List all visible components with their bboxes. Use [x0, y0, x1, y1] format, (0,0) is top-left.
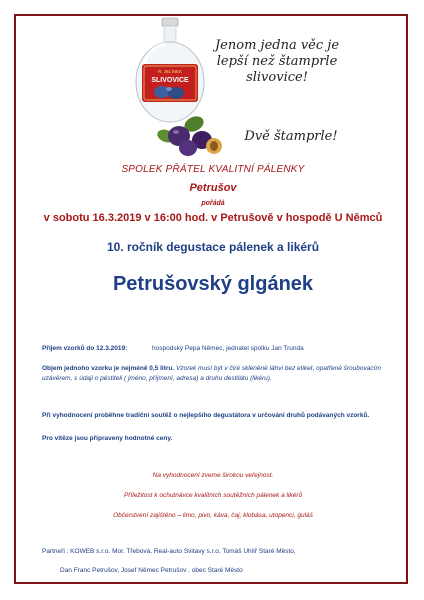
volume-requirement: Objem jednoho vzorku je nejméně 0,5 litru. — [42, 365, 175, 372]
intake-info — [42, 344, 404, 354]
town-name: Petrušov — [189, 182, 237, 194]
sample-requirements — [42, 364, 404, 384]
slogan-line-3: slivovice! — [246, 70, 308, 85]
bottle-requirements: Vzorek musí být v čiré skleněné láhvi bez etiket, opatřené šroubovacím uzávěrem, s údaji o pěstiteli ( jméno, příjmení, adresa) a druhu destilátu (likéru). — [42, 365, 381, 382]
hosts-word: pořádá — [201, 200, 225, 207]
slogan-line-2: lepší než štamprle — [216, 54, 338, 69]
partners-line-1: Partneři : KOWEB s.r.o. Mor. Třebová, Real-auto Svitavy s.r.o, Tomáš Uhlíř Staré Město, — [42, 548, 296, 555]
partners-line-2: Dan Franc Petrušov, Josef Němec Petrušov , obec Staré Město — [60, 567, 243, 574]
event-title: Petrušovský glgánek — [112, 273, 314, 295]
tasting-opportunity: Příležitost k ochutnávce kvalitních soutěžních pálenek a likérů — [123, 492, 303, 499]
bottle-label-top: R. JELÍNEK — [157, 69, 183, 74]
intake-contacts: hospodský Pepa Němec, jednatel spolku Jan Trunda — [152, 345, 304, 352]
contest-info: Při vyhodnocení proběhne tradiční soutěž o nejlepšího degustátora v určování druhů podávaných vzorků. — [42, 412, 370, 419]
slogan-cheers: Dvě štamprle! — [244, 129, 338, 144]
intake-label: Příjem vzorků do 12.3.2019: — [42, 345, 128, 352]
public-invitation: Na vyhodnocení zveme širokou veřejnost. — [152, 472, 274, 479]
refreshments-info: Občerstvení zajištěno – limo, pivo, káva, čaj, klobása, utopenci, guláš — [113, 512, 313, 519]
invitation-page — [14, 14, 408, 584]
event-date-place: v sobotu 16.3.2019 v 16:00 hod. v Petrušově v hospodě U Němců — [43, 212, 383, 224]
slivovice-bottle-illustration — [136, 18, 204, 122]
prizes-info: Pro vítěze jsou připraveny hodnotné ceny. — [42, 435, 173, 442]
slogan-text — [202, 38, 352, 86]
slogan-line-1: Jenom jedna věc je — [214, 38, 340, 53]
event-edition: 10. ročník degustace pálenek a likérů — [106, 240, 320, 254]
society-name: SPOLEK PŘÁTEL KVALITNÍ PÁLENKY — [121, 164, 305, 175]
bottle-label-brand: SLIVOVICE — [151, 77, 189, 84]
